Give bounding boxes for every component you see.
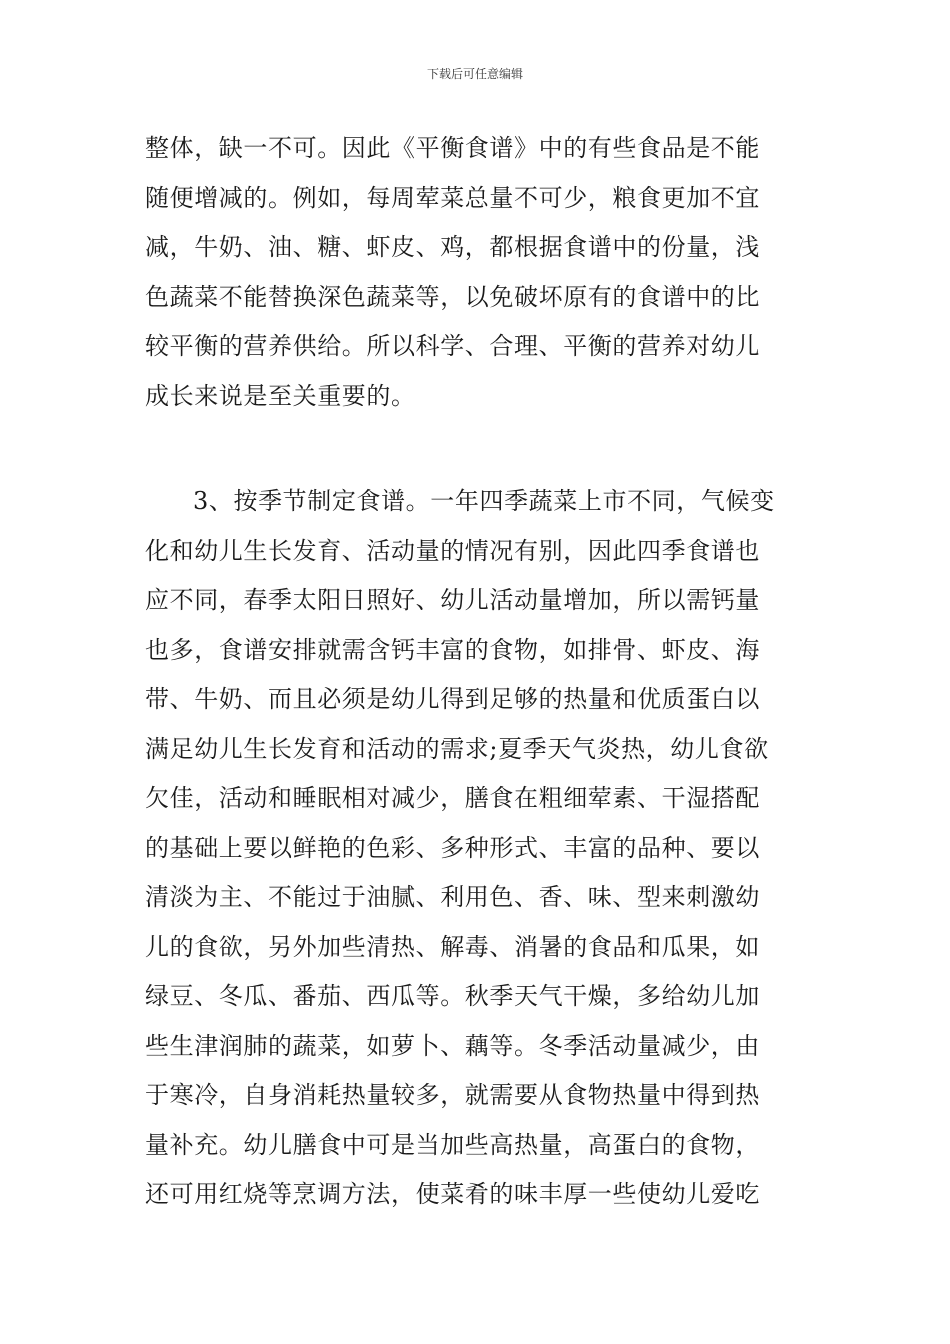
text-line: 带、牛奶、而且必须是幼儿得到足够的热量和优质蛋白以 [145,685,760,713]
text-line: 欠佳，活动和睡眠相对减少，膳食在粗细荤素、干湿搭配 [145,784,760,812]
text-line: 量补充。幼儿膳食中可是当加些高热量，高蛋白的食物， [145,1130,760,1159]
text-line: 儿的食欲，另外加些清热、解毒、消暑的食品和瓜果，如 [145,932,760,961]
text-line: 绿豆、冬瓜、番茄、西瓜等。秋季天气干燥，多给幼儿加 [145,982,760,1010]
text-line: 的基础上要以鲜艳的色彩、多种形式、丰富的品种、要以 [145,833,760,862]
paragraph-nutrition-balance [145,124,807,421]
text-line-first: 3、按季节制定食谱。一年四季蔬菜上市不同，气候变 [193,487,775,515]
text-line: 应不同，春季太阳日照好、幼儿活动量增加，所以需钙量 [145,586,760,614]
text-line: 化和幼儿生长发育、活动量的情况有别，因此四季食谱也 [145,536,760,565]
text-line: 清淡为主、不能过于油腻、利用色、香、味、型来刺激幼 [145,883,760,911]
text-line: 随便增减的。例如，每周荤菜总量不可少，粮食更加不宜 [145,183,760,212]
text-line: 满足幼儿生长发育和活动的需求;夏季天气炎热，幼儿食欲 [145,734,769,763]
text-line: 较平衡的营养供给。所以科学、合理、平衡的营养对幼儿 [145,332,760,360]
text-line: 于寒冷，自身消耗热量较多，就需要从食物热量中得到热 [145,1081,760,1109]
text-line: 还可用红烧等烹调方法，使菜肴的味丰厚一些使幼儿爱吃 [145,1180,760,1208]
text-line: 成长来说是至关重要的。 [145,381,416,410]
text-line: 减，牛奶、油、糖、虾皮、鸡，都根据食谱中的份量，浅 [145,233,760,261]
text-line: 色蔬菜不能替换深色蔬菜等，以免破坏原有的食谱中的比 [145,282,760,311]
page-header-note: 下载后可任意编辑 [426,67,523,81]
text-line: 也多，食谱安排就需含钙丰富的食物，如排骨、虾皮、海 [145,635,760,664]
text-line: 整体，缺一不可。因此《平衡食谱》中的有些食品是不能 [145,134,760,162]
paragraph-seasonal-menu [145,477,807,1220]
text-line: 些生津润肺的蔬菜，如萝卜、藕等。冬季活动量减少，由 [145,1031,760,1060]
